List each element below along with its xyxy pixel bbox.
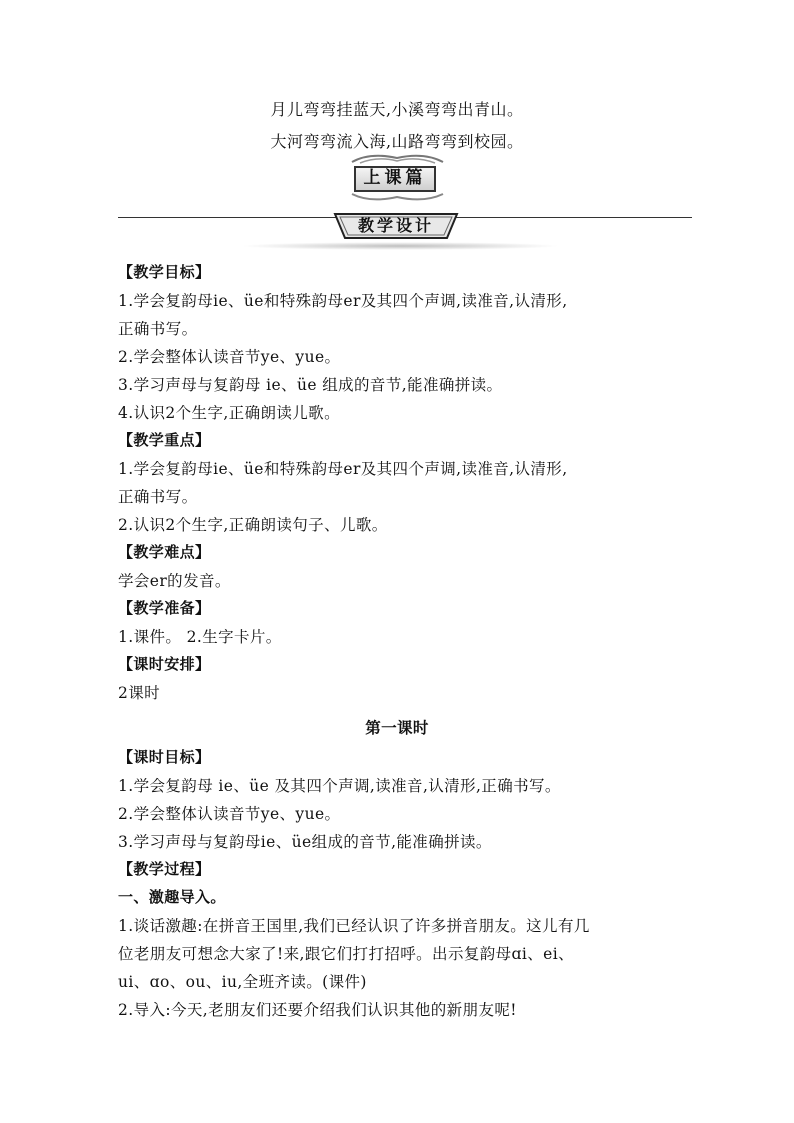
section-heading: 【教学重点】 [118,431,211,449]
banner-ornament-top-icon [350,152,445,164]
section-heading: 【课时目标】 [118,748,211,766]
body-line: 3.学习声母与复韵母ie、üe组成的音节,能准确拼读。 [118,833,492,851]
body-line: 正确书写。 [118,488,198,506]
body-line: 正确书写。 [118,320,198,338]
body-line: 1.学会复韵母ie、üe和特殊韵母er及其四个声调,读准音,认清形, [118,292,568,310]
body-line: 4.认识2个生字,正确朗读儿歌。 [118,404,340,422]
section-heading: 【教学目标】 [118,263,211,281]
body-line: 1.学会复韵母ie、üe和特殊韵母er及其四个声调,读准音,认清形, [118,460,568,478]
banner-title: 上课篇 [354,166,436,192]
section-heading: 【课时安排】 [118,655,211,673]
poem-line-2: 大河弯弯流入海,山路弯弯到校园。 [270,132,524,151]
body-line: ui、ɑo、ou、iu,全班齐读。(课件) [118,973,367,991]
section-heading: 【教学过程】 [118,860,211,878]
poem-line-1: 月儿弯弯挂蓝天,小溪弯弯出青山。 [270,100,524,119]
section-heading: 【教学准备】 [118,599,211,617]
body-line: 2.认识2个生字,正确朗读句子、儿歌。 [118,516,388,534]
body-line: 学会er的发音。 [118,572,231,590]
section-heading: 【教学难点】 [118,543,211,561]
lesson-title: 第一课时 [365,718,429,737]
body-line: 2.导入:今天,老朋友们还要介绍我们认识其他的新朋友呢! [118,1001,517,1019]
section-title: 教学设计 [357,216,434,235]
body-line: 2课时 [118,684,161,702]
body-line: 1.谈话激趣:在拼音王国里,我们已经认识了许多拼音朋友。这儿有几 [118,917,590,935]
section-shadow [240,242,560,250]
banner-ornament-bottom-icon [350,193,445,203]
body-line: 1.学会复韵母 ie、üe 及其四个声调,读准音,认清形,正确书写。 [118,777,561,795]
body-line: 3.学习声母与复韵母 ie、üe 组成的音节,能准确拼读。 [118,376,503,394]
body-line: 2.学会整体认读音节ye、yue。 [118,805,341,823]
section-heading: 一、激趣导入。 [118,888,226,906]
body-line: 位老朋友可想念大家了!来,跟它们打打招呼。出示复韵母ɑi、ei、 [118,945,574,963]
body-line: 1.课件。 2.生字卡片。 [118,628,282,646]
body-line: 2.学会整体认读音节ye、yue。 [118,348,341,366]
